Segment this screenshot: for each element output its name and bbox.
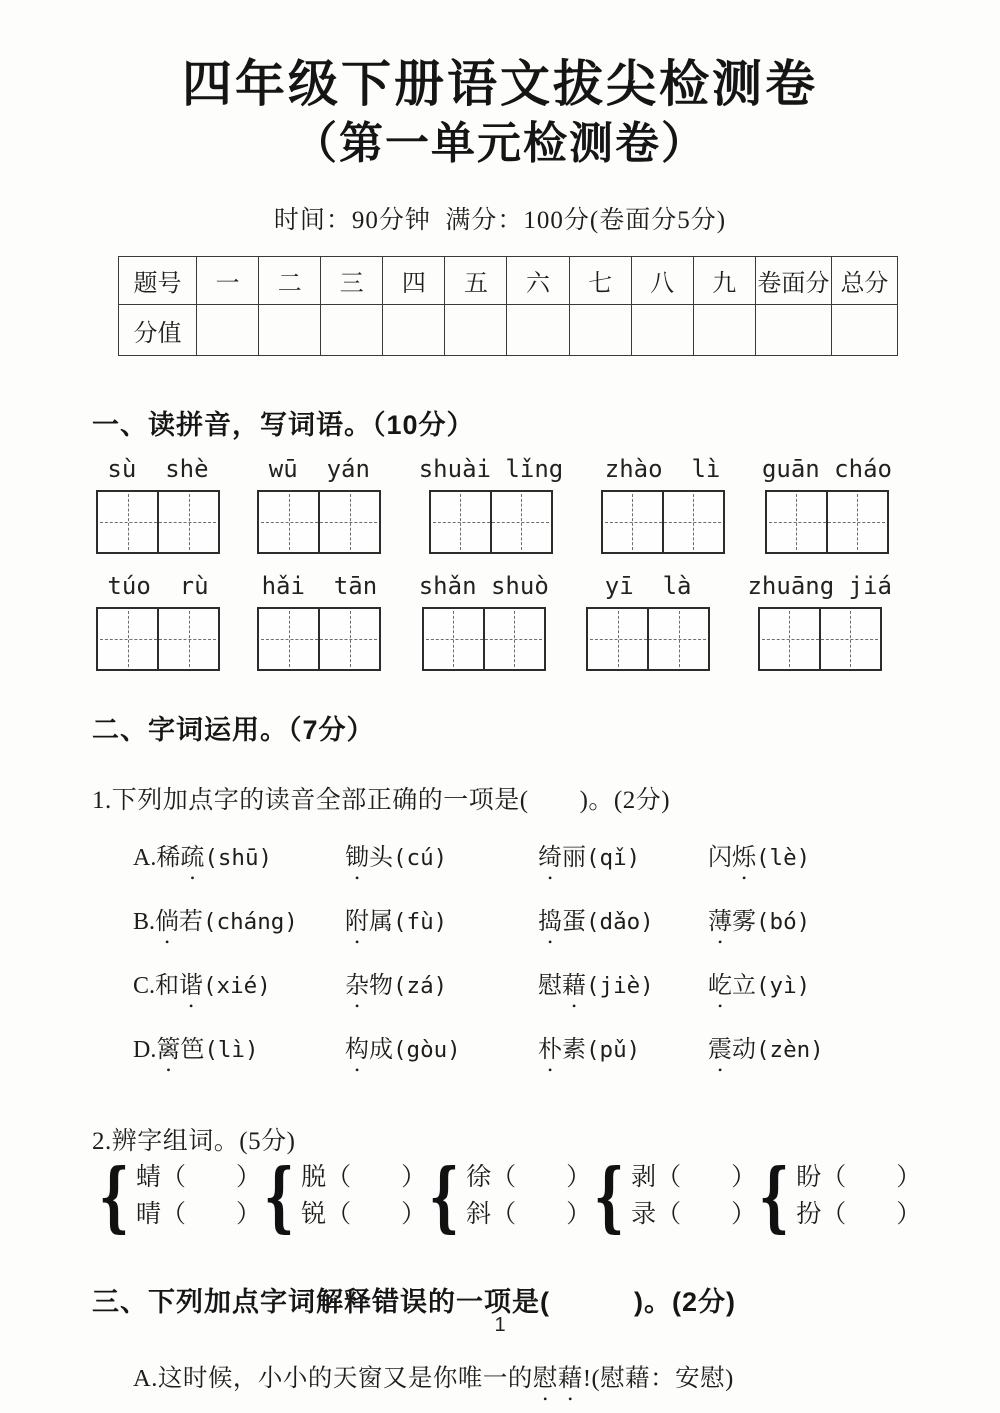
dotted-char: 倘 [155,909,180,936]
character-pair [426,1152,592,1242]
brace-glyph: { [758,1152,790,1242]
dotted-char: 谐 [179,973,204,1000]
score-value-cell [831,305,897,356]
answer-blank: （ ） [656,1164,757,1192]
pinyin-annotation: (cháng) [203,909,298,936]
score-header-col: 四 [383,257,445,305]
pinyin-word-group [419,455,564,554]
pair-top-line: 脱（ ） [301,1164,427,1192]
page-number: 1 [494,1314,506,1336]
option-item: 闪烁(lè) [708,845,811,872]
question1-stem: 1.下列加点字的读音全部正确的一项是( )。(2分) [92,787,671,815]
pinyin-label: guān cháo [761,455,892,484]
score-value-cell [259,305,321,356]
writing-grid [422,607,546,671]
answer-blank: （ ） [821,1201,922,1229]
pinyin-annotation: (yì) [756,973,811,1000]
pinyin-annotation: (qǐ) [586,845,641,872]
pinyin-annotation: (jiè) [586,973,654,1000]
pair-top-line: 蜻（ ） [136,1164,262,1192]
pinyin-annotation: (lè) [756,845,811,872]
pair-top-line: 剥（ ） [631,1164,757,1192]
score-table [118,256,898,356]
question2-stem: 2.辨字组词。(5分) [92,1128,296,1156]
pinyin-word-group [96,572,220,671]
question2-pairs [96,1152,922,1242]
answer-blank: （ ） [491,1201,592,1229]
dotted-char: 震 [708,1037,732,1064]
answer-blank: （ ） [656,1201,757,1229]
brace-glyph: { [263,1152,295,1242]
pinyin-word-group [257,572,381,671]
dotted-char: 绮 [538,845,562,872]
dotted-char: 附 [345,909,369,936]
score-value-label: 分值 [119,305,197,356]
answer-blank: （ ） [161,1201,262,1229]
pinyin-annotation: (bó) [756,909,811,936]
option-item: 杂物(zá) [345,973,448,1000]
pair-bottom-line: 斜（ ） [466,1201,592,1229]
score-header-col: 总分 [831,257,897,305]
score-header-col: 五 [445,257,507,305]
dotted-char: 屹 [708,973,732,1000]
pinyin-word-group [586,572,710,671]
score-value-cell [569,305,631,356]
exam-info-line: 时间：90分钟 满分：100分(卷面分5分) [273,207,727,235]
score-header-col: 八 [631,257,693,305]
pinyin-label: wū yán [268,455,370,484]
answer-blank: （ ） [326,1201,427,1229]
brace-glyph: { [98,1152,130,1242]
pinyin-annotation: (zá) [393,973,448,1000]
section3-option-a: A.这时候，小小的天窗又是你唯一的慰藉!(慰藉：安慰) [133,1365,734,1393]
dotted-char: 朴 [538,1037,562,1064]
character-pair [261,1152,427,1242]
pinyin-label: hǎi tān [261,572,378,601]
option-item: D.篱笆(lì) [133,1037,259,1064]
section1-heading: 一、读拼音，写词语。（10分） [92,410,475,441]
pair-bottom-line: 录（ ） [631,1201,757,1229]
pinyin-word-group [762,455,892,554]
writing-grid [96,607,220,671]
option-item: 慰藉(jiè) [538,973,654,1000]
score-value-cell [321,305,383,356]
option-item: 绮丽(qǐ) [538,845,641,872]
score-header-col: 六 [507,257,569,305]
pinyin-annotation: (zèn) [756,1037,824,1064]
dotted-char: 疏 [180,845,205,872]
character-pair [756,1152,922,1242]
pinyin-word-group [419,572,549,671]
answer-blank: （ ） [821,1164,922,1192]
score-header-col: 卷面分 [755,257,831,305]
option-item: 朴素(pǔ) [538,1037,641,1064]
answer-blank: （ ） [491,1164,592,1192]
pinyin-annotation: (gòu) [393,1037,461,1064]
writing-grid [586,607,710,671]
score-value-cell [631,305,693,356]
pair-bottom-line: 扮（ ） [796,1201,922,1229]
score-value-cell [755,305,831,356]
brace-glyph: { [593,1152,625,1242]
dotted-char: 构 [345,1037,369,1064]
dotted-char: 薄 [708,909,732,936]
option-item: 附属(fù) [345,909,448,936]
score-header-col: 一 [197,257,259,305]
score-value-cell [693,305,755,356]
pair-bottom-line: 锐（ ） [301,1201,427,1229]
pinyin-word-group [601,455,725,554]
pinyin-annotation: (shū) [204,845,273,872]
answer-blank: （ ） [161,1164,262,1192]
pinyin-label: shǎn shuò [418,572,549,601]
pair-top-line: 盼（ ） [796,1164,922,1192]
dotted-char: 藉 [562,973,586,1000]
score-table-header-row [119,257,898,305]
brace-glyph: { [428,1152,460,1242]
character-pair [591,1152,757,1242]
dotted-char: 篱 [156,1037,181,1064]
pinyin-annotation: (lì) [204,1037,259,1064]
paper-title: 四年级下册语文拔尖检测卷 [182,56,818,112]
pair-bottom-line: 晴（ ） [136,1201,262,1229]
option-item: C.和谐(xié) [133,973,271,1000]
score-table-value-row [119,305,898,356]
writing-grid [765,490,889,554]
option-item: B.倘若(cháng) [133,909,298,936]
score-header-label: 题号 [119,257,197,305]
pinyin-label: zhào lì [604,455,721,484]
pair-top-line: 徐（ ） [466,1164,592,1192]
option-item: 构成(gòu) [345,1037,461,1064]
option-item: 薄雾(bó) [708,909,811,936]
pinyin-word-group [96,455,220,554]
option-item: A.稀疏(shū) [133,845,273,872]
score-header-col: 七 [569,257,631,305]
pinyin-annotation: (cú) [393,845,448,872]
dotted-char: 捣 [538,909,562,936]
answer-blank: （ ） [326,1164,427,1192]
pinyin-label: túo rù [107,572,209,601]
pinyin-label: shuài lǐng [418,455,564,484]
pinyin-annotation: (dǎo) [586,909,654,936]
section2-heading: 二、字词运用。（7分） [92,715,375,746]
paper-subtitle: （第一单元检测卷） [293,118,707,168]
option-item: 捣蛋(dǎo) [538,909,654,936]
score-value-cell [197,305,259,356]
writing-grid [758,607,882,671]
score-header-col: 九 [693,257,755,305]
dotted-char: 锄 [345,845,369,872]
dotted-word: 慰藉 [532,1365,583,1393]
character-pair [96,1152,262,1242]
score-value-cell [507,305,569,356]
writing-grid [96,490,220,554]
writing-grid [601,490,725,554]
score-value-cell [383,305,445,356]
pinyin-row-1 [96,455,892,554]
pinyin-annotation: (xié) [203,973,271,1000]
pinyin-word-group [747,572,892,671]
pinyin-annotation: (fù) [393,909,448,936]
writing-grid [257,490,381,554]
question1-options [92,842,908,1077]
pinyin-annotation: (pǔ) [586,1037,641,1064]
section3-heading: 三、下列加点字词解释错误的一项是( )。(2分) [92,1287,736,1318]
option-item: 屹立(yì) [708,973,811,1000]
writing-grid [257,607,381,671]
pinyin-label: sù shè [107,455,209,484]
pinyin-row-2 [96,572,892,671]
score-header-col: 二 [259,257,321,305]
score-value-cell [445,305,507,356]
pinyin-label: yī là [604,572,692,601]
option-item: 锄头(cú) [345,845,448,872]
writing-grid [429,490,553,554]
dotted-char: 杂 [345,973,369,1000]
pinyin-label: zhuāng jiá [747,572,892,601]
pinyin-word-group [257,455,381,554]
option-item: 震动(zèn) [708,1037,824,1064]
score-header-col: 三 [321,257,383,305]
dotted-char: 烁 [732,845,756,872]
